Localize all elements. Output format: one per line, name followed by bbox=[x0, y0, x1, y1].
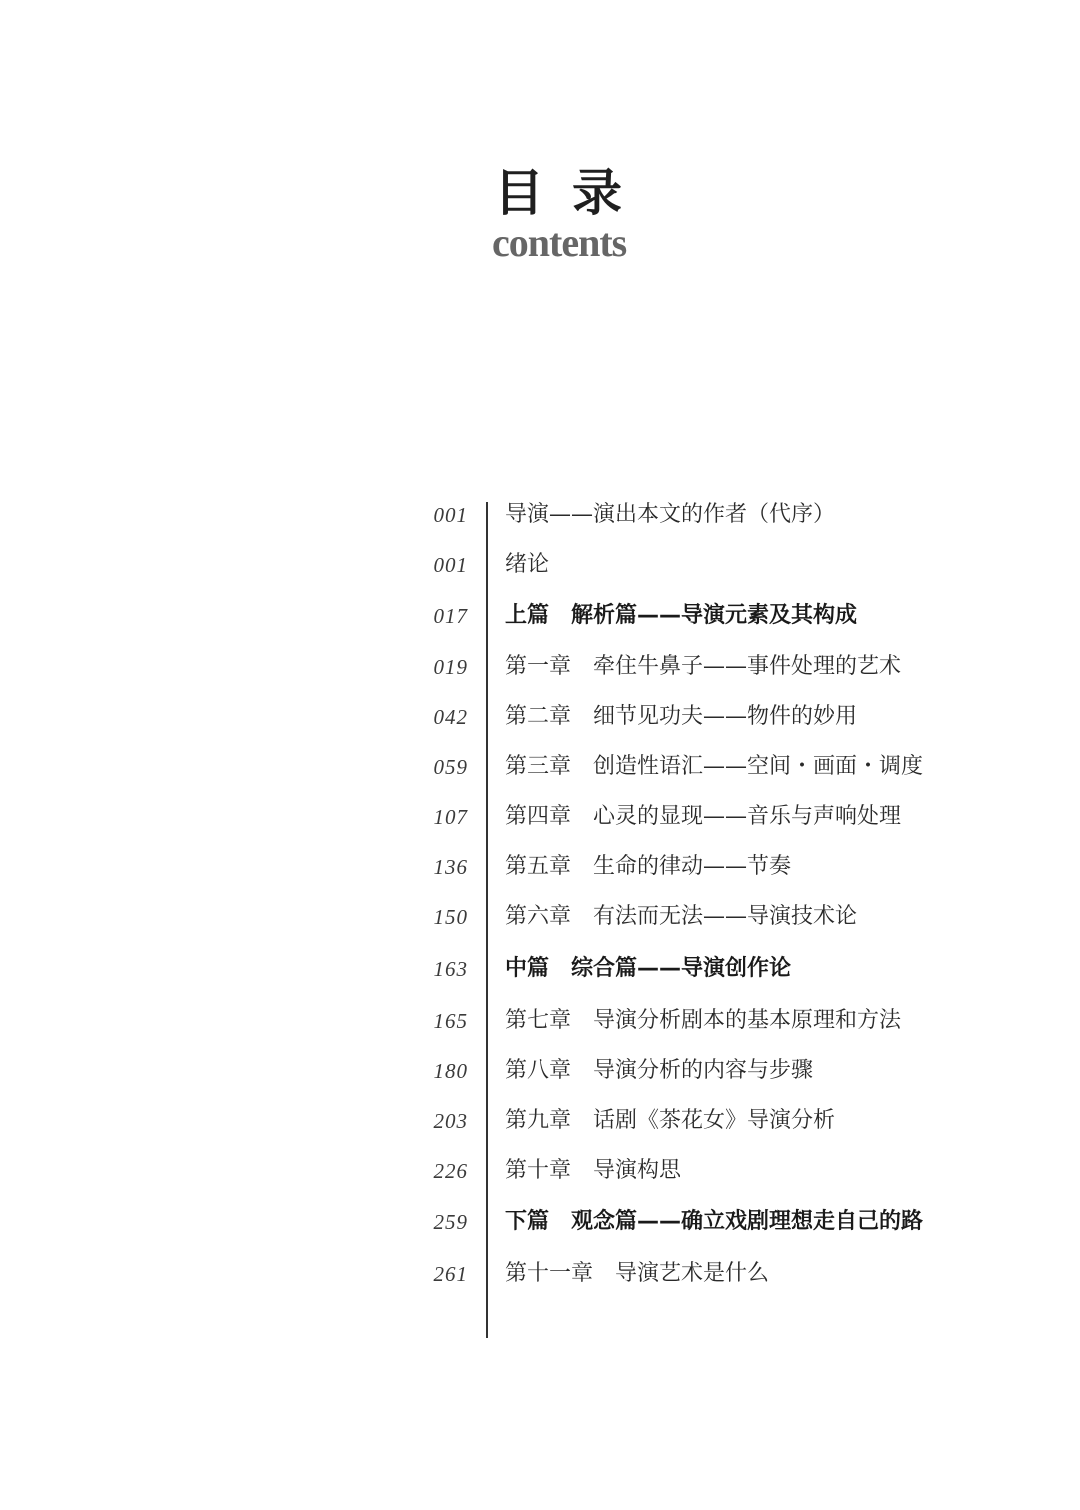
toc-page-number: 163 bbox=[433, 957, 468, 981]
toc-page-number: 203 bbox=[433, 1109, 468, 1133]
toc-row[interactable] bbox=[0, 647, 1080, 687]
toc-entry-title: 第八章 导演分析的内容与步骤 bbox=[505, 1058, 814, 1083]
toc-entry-title: 第九章 话剧《茶花女》导演分析 bbox=[505, 1108, 836, 1133]
toc-row[interactable] bbox=[0, 747, 1080, 787]
toc-row[interactable] bbox=[0, 545, 1080, 585]
toc-part-row[interactable] bbox=[0, 596, 1080, 636]
toc-page-number: 001 bbox=[433, 553, 468, 577]
toc-page-number: 107 bbox=[433, 805, 468, 829]
toc-row[interactable] bbox=[0, 847, 1080, 887]
page-title: 目录 bbox=[494, 163, 650, 222]
toc-part-title: 下篇 观念篇——确立戏剧理想走自己的路 bbox=[505, 1209, 924, 1234]
toc-part-title: 上篇 解析篇——导演元素及其构成 bbox=[505, 603, 858, 628]
toc-page-number: 259 bbox=[433, 1210, 468, 1234]
toc-row[interactable] bbox=[0, 495, 1080, 535]
toc-entry-title: 导演——演出本文的作者（代序） bbox=[505, 502, 836, 527]
toc-page-number: 136 bbox=[433, 855, 468, 879]
toc-entry-title: 绪论 bbox=[505, 552, 550, 577]
toc-row[interactable] bbox=[0, 1051, 1080, 1091]
toc-entry-title: 第十章 导演构思 bbox=[505, 1158, 682, 1183]
toc-entry-title: 第二章 细节见功夫——物件的妙用 bbox=[505, 704, 858, 729]
toc-page-number: 165 bbox=[433, 1009, 468, 1033]
toc-page-number: 059 bbox=[433, 755, 468, 779]
toc-row[interactable] bbox=[0, 1151, 1080, 1191]
toc-part-title: 中篇 综合篇——导演创作论 bbox=[505, 956, 792, 981]
toc-page-number: 150 bbox=[433, 905, 468, 929]
toc-row[interactable] bbox=[0, 697, 1080, 737]
toc-page-number: 001 bbox=[433, 503, 468, 527]
toc-entry-title: 第十一章 导演艺术是什么 bbox=[505, 1261, 770, 1286]
toc-entry-title: 第一章 牵住牛鼻子——事件处理的艺术 bbox=[505, 654, 902, 679]
toc-row[interactable] bbox=[0, 1001, 1080, 1041]
toc-page-number: 017 bbox=[433, 604, 468, 628]
toc-entry-title: 第六章 有法而无法——导演技术论 bbox=[505, 904, 858, 929]
toc-page-number: 180 bbox=[433, 1059, 468, 1083]
toc-part-row[interactable] bbox=[0, 949, 1080, 989]
toc-page-number: 226 bbox=[433, 1159, 468, 1183]
toc-row[interactable] bbox=[0, 1101, 1080, 1141]
page-subtitle: contents bbox=[492, 220, 627, 265]
toc-row[interactable] bbox=[0, 797, 1080, 837]
toc-entry-title: 第七章 导演分析剧本的基本原理和方法 bbox=[505, 1008, 902, 1033]
toc-entry-title: 第三章 创造性语汇——空间・画面・调度 bbox=[505, 754, 924, 779]
toc-row[interactable] bbox=[0, 897, 1080, 937]
toc-page-number: 042 bbox=[433, 705, 468, 729]
toc-page-number: 261 bbox=[433, 1262, 468, 1286]
toc-row[interactable] bbox=[0, 1254, 1080, 1294]
toc-entry-title: 第五章 生命的律动——节奏 bbox=[505, 854, 792, 879]
toc-entry-title: 第四章 心灵的显现——音乐与声响处理 bbox=[505, 804, 902, 829]
toc-part-row[interactable] bbox=[0, 1202, 1080, 1242]
toc-page-number: 019 bbox=[433, 655, 468, 679]
